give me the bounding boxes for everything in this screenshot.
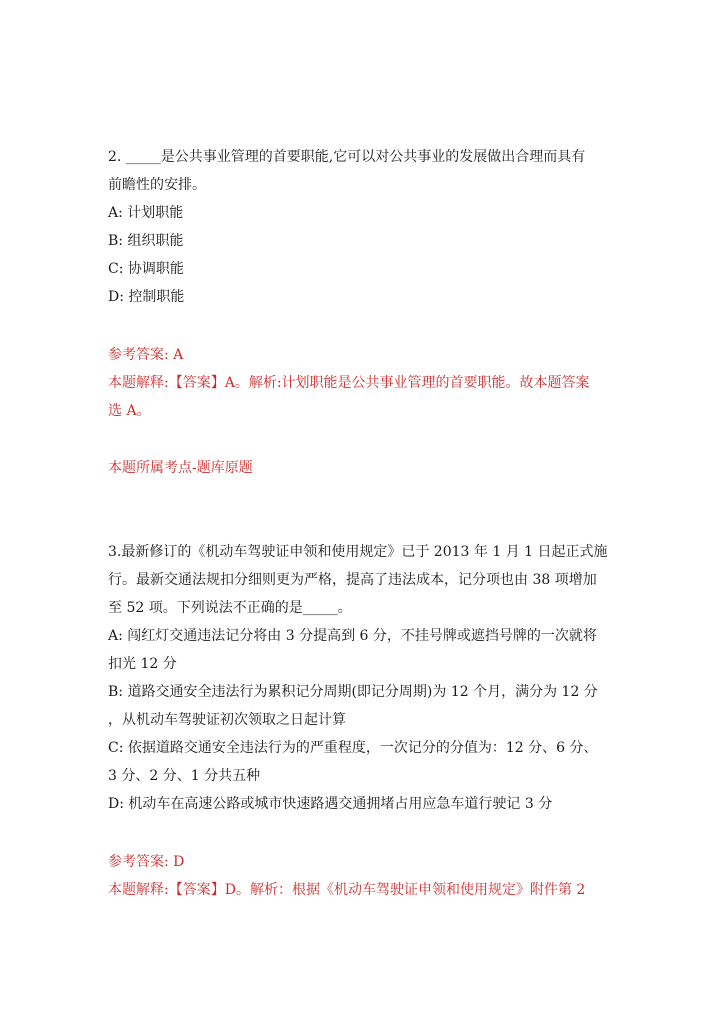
question-stem-line: 至 52 项。下列说法不正确的是_____。 [108,600,352,616]
option-d: D: 控制职能 [108,289,185,305]
option-b-line: B: 道路交通安全违法行为累积记分周期(即记分周期)为 12 个月，满分为 12 分 [108,684,598,700]
explanation-line: 本题解释:【答案】D。解析：根据《机动车驾驶证申领和使用规定》附件第 2 [108,882,586,898]
option-b: B: 组织职能 [108,233,184,249]
question-2-knowledge-point [108,454,614,482]
question-3-answer [108,848,614,904]
question-2-answer [108,341,614,425]
question-2 [108,143,614,311]
option-c-line: 3 分、2 分、1 分共五种 [108,768,261,784]
question-3 [108,538,614,818]
explanation-line: 本题解释:【答案】A。解析:计划职能是公共事业管理的首要职能。故本题答案 [108,375,590,391]
reference-answer: 参考答案: D [108,854,185,870]
reference-answer: 参考答案: A [108,347,184,363]
question-stem-line: 行。最新交通法规扣分细则更为严格，提高了违法成本，记分项也由 38 项增加 [108,572,597,588]
option-d-line: D: 机动车在高速公路或城市快速路遇交通拥堵占用应急车道行驶记 3 分 [108,796,553,812]
question-stem-line: 前瞻性的安排。 [108,177,206,193]
explanation-line: 选 A。 [108,403,151,419]
question-stem-line: 2. _____是公共事业管理的首要职能,它可以对公共事业的发展做出合理而具有 [108,149,586,165]
question-stem-line: 3.最新修订的《机动车驾驶证申领和使用规定》已于 2013 年 1 月 1 日起正式施 [108,544,608,560]
option-b-line: ，从机动车驾驶证初次领取之日起计算 [108,712,346,728]
knowledge-point: 本题所属考点-题库原题 [108,460,253,476]
option-a: A: 计划职能 [108,205,184,221]
option-a-line: A: 闯红灯交通违法记分将由 3 分提高到 6 分，不挂号牌或遮挡号牌的一次就将 [108,628,597,644]
option-c-line: C: 依据道路交通安全违法行为的严重程度，一次记分的分值为：12 分、6 分、 [108,740,598,756]
option-c: C: 协调职能 [108,261,184,277]
option-a-line: 扣光 12 分 [108,656,177,672]
